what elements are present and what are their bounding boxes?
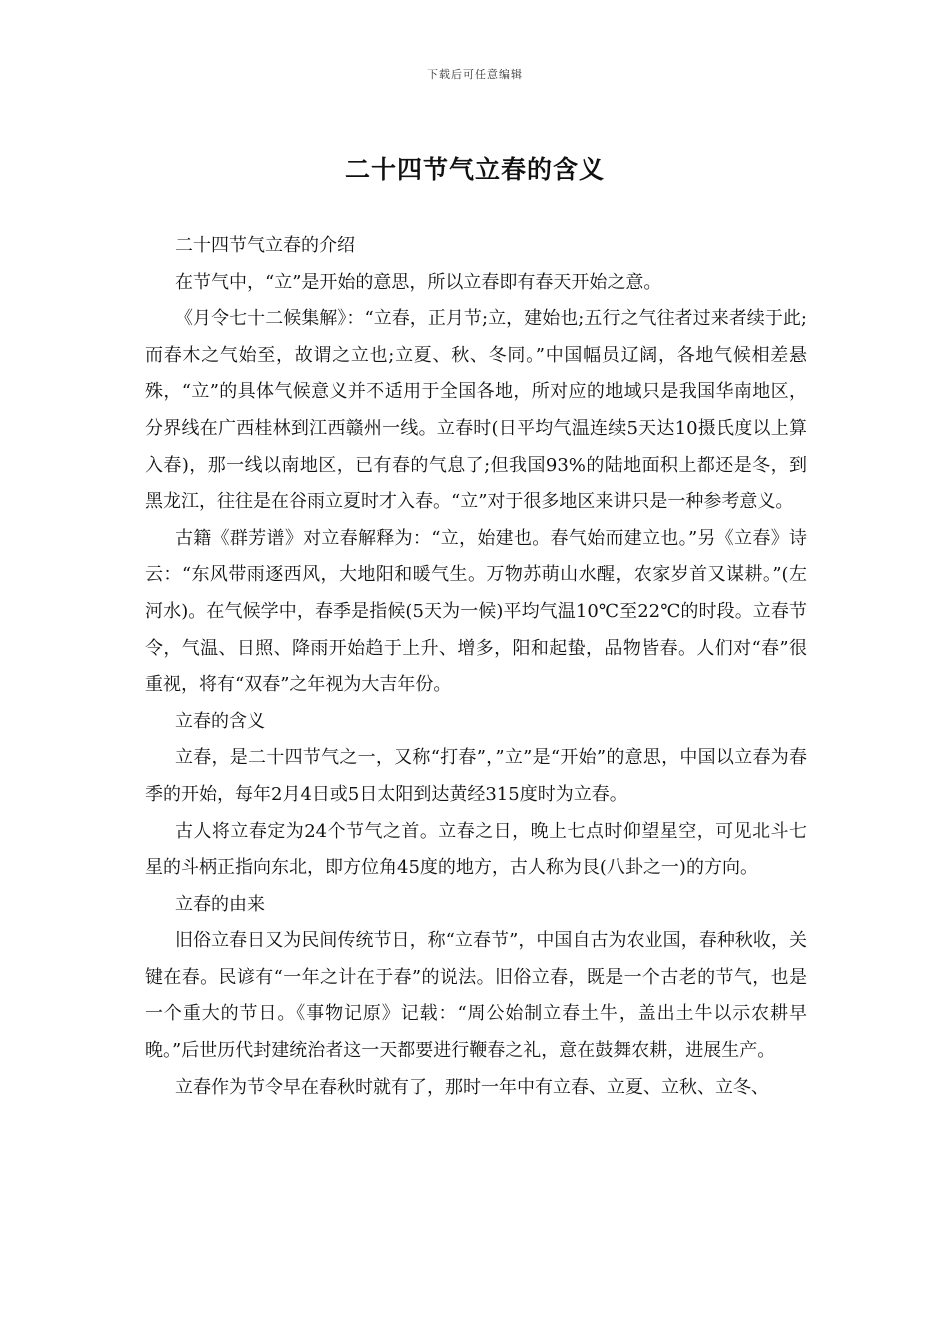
body-paragraph: 立春，是二十四节气之一，又称“打春”，”立”是“开始”的意思，中国以立春为春季的开始，每年2月4日或5日太阳到达黄经315度时为立春。 xyxy=(145,747,807,805)
body-paragraph: 旧俗立春日又为民间传统节日，称“立春节”，中国自古为农业国，春种秋收，关键在春。民谚有“一年之计在于春”的说法。旧俗立春，既是一个古老的节气，也是一个重大的节日。《事物记原》记载：“周公始制立春土牛，盖出土牛以示农耕早晚。”后世历代封建统治者这一天都要进行鞭春之礼，意在鼓舞农耕，进展生产。 xyxy=(145,930,807,1062)
body-paragraph: 立春作为节令早在春秋时就有了，那时一年中有立春、立夏、立秋、立冬、 xyxy=(175,1076,769,1098)
body-paragraph: 在节气中，“立”是开始的意思，所以立春即有春天开始之意。 xyxy=(175,271,662,293)
page-header-note: 下载后可任意编辑 xyxy=(427,68,523,81)
body-paragraph: 古人将立春定为24个节气之首。立春之日，晚上七点时仰望星空，可见北斗七星的斗柄正指向东北，即方位角45度的地方，古人称为艮(八卦之一)的方向。 xyxy=(145,820,807,879)
body-paragraph: 古籍《群芳谱》对立春解释为：“立，始建也。春气始而建立也。”另《立春》诗云：“东风带雨逐西风，大地阳和暖气生。万物苏萌山水醒，农家岁首又谋耕。”(左河水)。在气候学中，春季是指候(5天为一候)平均气温10℃至22℃的时段。立春节令，气温、日照、降雨开始趋于上升、增多，阳和起蛰，品物皆春。人们对“春”很重视，将有“双春”之年视为大吉年份。 xyxy=(145,527,807,696)
section-heading-meaning: 立春的含义 xyxy=(175,710,265,732)
document-title: 二十四节气立春的含义 xyxy=(344,155,605,184)
section-heading-intro: 二十四节气立春的介绍 xyxy=(175,235,355,256)
body-paragraph: 《月令七十二候集解》：“立春，正月节;立，建始也;五行之气往者过来者续于此;而春木之气始至，故谓之立也;立夏、秋、冬同。”中国幅员辽阔，各地气候相差悬殊，“立”的具体气候意义并不适用于全国各地，所对应的地域只是我国华南地区，分界线在广西桂林到江西赣州一线。立春时(日平均气温连续5天达10摄氏度以上算入春)，那一线以南地区，已有春的气息了;但我国93%的陆地面积上都还是冬，到黑龙江，往往是在谷雨立夏时才入春。“立”对于很多地区来讲只是一种参考意义。 xyxy=(145,308,807,513)
section-heading-origin: 立春的由来 xyxy=(175,893,265,915)
document-body xyxy=(145,228,807,1106)
